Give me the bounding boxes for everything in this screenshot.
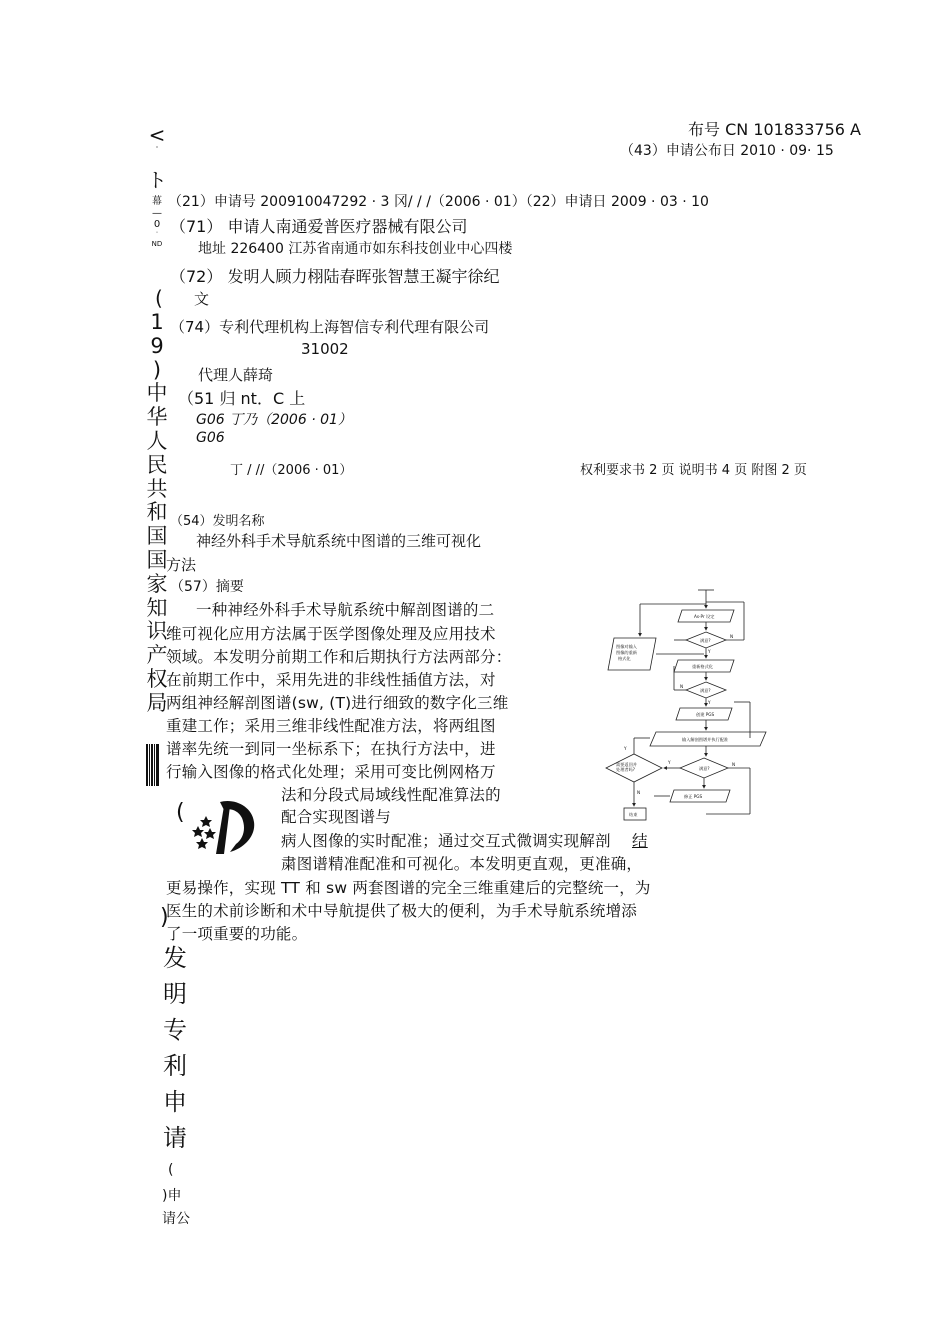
inventors-line-1: （72） 发明人顾力栩陆春晖张智慧王凝宇徐纪 [170, 267, 500, 286]
margin-char: 1 [150, 310, 164, 334]
margin-char: 专 [163, 1016, 187, 1044]
abstract-line: 两组神经解剖图谱(sw, (T)进行细致的数字化三维 [166, 694, 509, 712]
fc-node-n6: 创建 PGS [696, 712, 715, 717]
margin-glyph: 幕 [152, 196, 162, 207]
margin-small-1: ( [168, 1162, 174, 1178]
fc-label-yes: Y [708, 649, 711, 654]
logo-paren: ( [176, 800, 185, 825]
invention-title-line-1: 神经外科手术导航系统中图谱的三维可视化 [196, 532, 482, 550]
fc-label-yes: Y [624, 746, 627, 751]
margin-glyph: ˙ [155, 230, 159, 240]
fc-label-no: N [637, 790, 641, 795]
margin-char: 发 [163, 944, 187, 972]
margin-char: 产 [146, 643, 168, 668]
margin-char: 申 [163, 1088, 187, 1116]
margin-char: 华 [146, 405, 168, 430]
fc-node-n1: As-Pr 设定 [694, 614, 715, 619]
fc-label-no: N [680, 684, 684, 689]
margin-glyph: ND [151, 239, 163, 248]
abstract-line-fragment: 结 [632, 832, 648, 850]
margin-char: 请 [163, 1124, 187, 1152]
abstract-line: 了一项重要的功能。 [166, 925, 308, 943]
abstract-line: 一种神经外科手术导航系统中解剖图谱的二 [196, 601, 495, 619]
fc-node-n5: 满意? [700, 688, 711, 693]
fc-node-n4: 重新格式化 [692, 664, 713, 669]
left-margin-top [145, 124, 169, 248]
abstract-line: 行输入图像的格式化处理；采用可变比例网格万 [166, 763, 496, 781]
margin-char: 明 [163, 980, 187, 1008]
applicant-address: 地址 226400 江苏省南通市如东科技创业中心四楼 [198, 241, 513, 257]
margin-char: 家 [146, 571, 168, 596]
margin-paren-open: ( [155, 286, 163, 310]
margin-glyph: ト [147, 168, 167, 192]
fc-node-n7: 输入解剖图谱并执行配准 [682, 737, 729, 742]
margin-char: 国 [146, 547, 168, 572]
margin-char: ) [152, 357, 162, 382]
margin-char: 局 [146, 690, 168, 715]
sipo-logo-emblem [190, 796, 268, 858]
margin-char: 权 [146, 666, 168, 691]
margin-char: 人 [146, 428, 168, 453]
fc-label-no: N [730, 634, 734, 639]
margin-char: 中 [146, 381, 168, 406]
margin-char: 共 [146, 476, 168, 501]
inventors-line-2: 文 [194, 290, 210, 308]
left-margin-doc-type [158, 940, 192, 1156]
agency-line-1: （74）专利代理机构上海智信专利代理有限公司 [170, 318, 490, 336]
abstract-line: 配合实现图谱与 [281, 808, 391, 826]
margin-char: 识 [146, 619, 168, 644]
margin-char: 9 [150, 333, 164, 358]
margin-char: 知 [146, 595, 168, 620]
margin-glyph: — [152, 207, 162, 219]
pages-note: 权利要求书 2 页 说明书 4 页 附图 2 页 [580, 463, 807, 478]
int-classification: （51 归 nt．C 上 [178, 389, 306, 408]
margin-char: 国 [146, 524, 168, 549]
abstract-line: 在前期工作中，采用先进的非线性插值方法，对 [166, 671, 496, 689]
abstract-line: 法和分段式局域线性配准算法的 [281, 786, 501, 804]
margin-char: 和 [146, 500, 168, 525]
applicant: （71） 申请人南通爱普医疗器械有限公司 [170, 217, 468, 236]
application-number-line: （21）申请号 200910047292 · 3 冈/ / /（2006 · 01）（22）申请日 2009 · 03 · 10 [168, 194, 709, 210]
fc-label-yes: Y [668, 760, 671, 765]
barcode-strip [146, 744, 160, 786]
abstract-line: 医生的术前诊断和术中导航提供了极大的便利，为手术导航系统增添 [166, 902, 638, 920]
margin-glyph: < [148, 123, 166, 147]
fc-node-n2: 满意? [700, 638, 711, 643]
margin-glyph: 0 [153, 219, 161, 230]
abstract-line: 谱率先统一到同一坐标系下；在执行方法中，进 [166, 740, 496, 758]
margin-char: 民 [146, 452, 168, 477]
margin-char: 利 [163, 1052, 187, 1080]
abstract-line: 领域。本发明分前期工作和后期执行方法两部分： [166, 648, 512, 666]
publication-number: 布号 CN 101833756 A [688, 120, 861, 139]
abstract-line: 病人图像的实时配准；通过交互式微调实现解剖 [281, 832, 611, 850]
margin-glyph: ˙ [154, 146, 160, 157]
fc-node-n10: 修正 PGS [684, 794, 703, 799]
classification-2: G06 [196, 430, 225, 446]
fc-node-n8: 需要返回并处理者吗? [616, 762, 637, 772]
abstract-line: 维可视化应用方法属于医学图像处理及应用技术 [166, 625, 496, 643]
agency-line-2: 31002 [301, 340, 349, 358]
margin-paren-close: ) [160, 905, 169, 930]
margin-small-2: )申 [162, 1188, 182, 1204]
abstract-flowchart [604, 588, 774, 822]
fc-label-no: N [732, 762, 736, 767]
fc-label-yes: Y [708, 700, 711, 705]
fc-node-n11: 结束 [629, 812, 638, 817]
abstract-line: 更易操作，实现 TT 和 sw 两套图谱的完全三维重建后的完整统一，为 [166, 879, 651, 897]
abstract-label: （57）摘要 [170, 579, 244, 595]
margin-small-3: 请公 [162, 1211, 190, 1227]
classification-1: G06 丁乃（2006 · 01） [196, 412, 352, 428]
fc-node-n3: 图像对输入图像的重新格式化 [616, 644, 637, 661]
invention-title-line-2: 方法 [166, 556, 197, 574]
abstract-line: 重建工作；采用三维非线性配准方法，将两组图 [166, 717, 496, 735]
classification-3: 丁 / //（2006 · 01） [230, 463, 353, 478]
agent: 代理人薛琦 [198, 366, 274, 384]
title-label: （54）发明名称 [170, 514, 265, 529]
publication-date: （43）申请公布日 2010 · 09· 15 [620, 143, 834, 159]
abstract-line: 粛图谱精准配准和可视化。本发明更直观，更准确， [281, 855, 643, 873]
fc-node-n9: 满意? [699, 766, 710, 771]
